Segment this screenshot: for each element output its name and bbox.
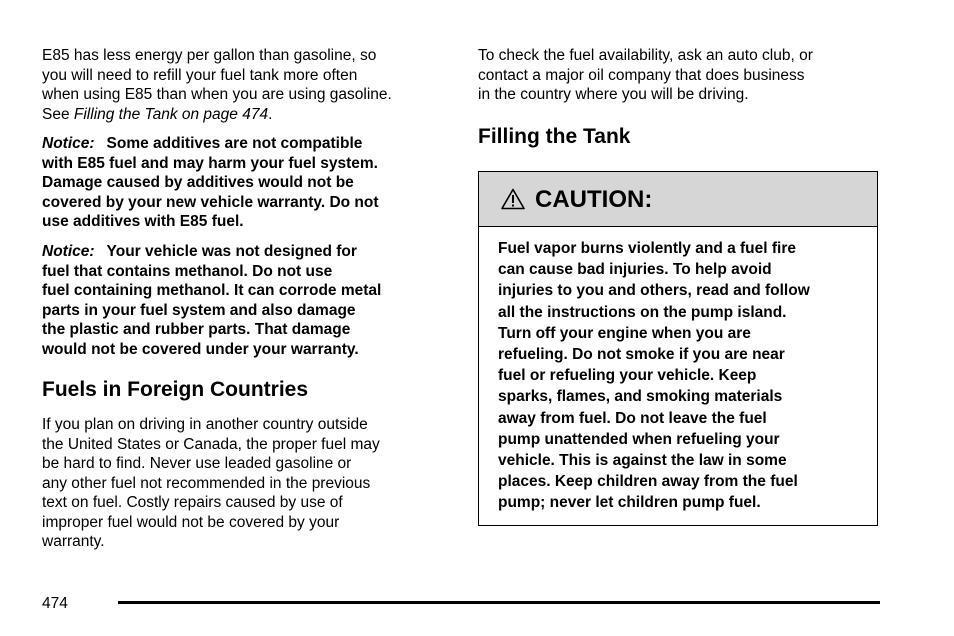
text-line: E85 has less energy per gallon than gasoline, so: [42, 47, 377, 64]
text-line: To check the fuel availability, ask an auto club, or: [478, 47, 813, 64]
notice-text: Some additives are not compatible: [106, 135, 363, 152]
notice-text: Your vehicle was not designed for: [106, 243, 357, 260]
text-line: you will need to refill your fuel tank more often: [42, 66, 358, 84]
text-line: parts in your fuel system and also damage: [42, 301, 356, 319]
e85-energy-paragraph: [42, 46, 392, 124]
text-line: pump unattended when refueling your: [498, 430, 780, 448]
section-heading-foreign-fuels: Fuels in Foreign Countries: [42, 378, 309, 401]
text-line: If you plan on driving in another country outside: [42, 416, 368, 433]
text-line: Damage caused by additives would not be: [42, 174, 354, 191]
notice-label: Notice:: [42, 135, 95, 152]
caution-header: [479, 172, 877, 227]
text-line: injuries to you and others, read and follow: [498, 282, 810, 300]
section-heading-filling-tank: Filling the Tank: [478, 125, 631, 148]
text-line: can cause bad injuries. To help avoid: [498, 261, 772, 279]
text-line: away from fuel. Do not leave the fuel: [498, 409, 767, 427]
caution-text: [498, 238, 810, 514]
notice-label: Notice:: [42, 243, 95, 260]
footer-rule: [118, 601, 880, 604]
notice-first-line: [42, 242, 381, 262]
text-line: use additives with E85 fuel.: [42, 213, 244, 230]
text-line: vehicle. This is against the law in some: [498, 452, 787, 470]
text-line: Fuel vapor burns violently and a fuel fire: [498, 240, 797, 257]
text-line: Turn off your engine when you are: [498, 324, 751, 342]
text-line: text on fuel. Costly repairs caused by use of: [42, 494, 343, 511]
text-line: all the instructions on the pump island.: [498, 303, 787, 321]
notice-methanol: [42, 242, 381, 359]
text-line: sparks, flames, and smoking materials: [498, 388, 783, 406]
page-number: 474: [42, 595, 68, 612]
foreign-fuels-paragraph: [42, 415, 380, 552]
text-line: places. Keep children away from the fuel: [498, 473, 798, 491]
see-reference-line: [42, 105, 392, 125]
text-line: fuel that contains methanol. Do not use: [42, 262, 333, 280]
fuel-availability-paragraph: [478, 46, 813, 105]
text-line: the United States or Canada, the proper fuel may: [42, 435, 380, 453]
text-line: in the country where you will be driving.: [478, 86, 749, 103]
notice-first-line: [42, 134, 379, 154]
text-line: fuel or refueling your vehicle. Keep: [498, 367, 757, 385]
text-line: warranty.: [42, 533, 105, 550]
text-line: with E85 fuel and may harm your fuel system.: [42, 154, 378, 172]
see-prefix: See: [42, 105, 74, 123]
text-line: pump; never let children pump fuel.: [498, 494, 761, 512]
text-line: be hard to find. Never use leaded gasoline or: [42, 455, 352, 472]
text-line: when using E85 than when you are using gasoline.: [42, 86, 392, 103]
text-line: would not be covered under your warranty.: [42, 340, 359, 358]
text-line: covered by your new vehicle warranty. Do not: [42, 193, 379, 211]
text-line: refueling. Do not smoke if you are near: [498, 346, 785, 364]
caution-title: CAUTION:: [535, 186, 653, 213]
text-line: improper fuel would not be covered by your: [42, 513, 340, 531]
notice-additives: [42, 134, 379, 232]
text-line: fuel containing methanol. It can corrode metal: [42, 282, 382, 299]
text-line: the plastic and rubber parts. That damage: [42, 321, 351, 338]
see-suffix: .: [268, 105, 273, 123]
caution-box: [478, 171, 878, 526]
cross-reference: Filling the Tank on page 474: [73, 105, 269, 123]
warning-triangle-icon: [501, 188, 525, 210]
text-line: contact a major oil company that does business: [478, 66, 805, 84]
text-line: any other fuel not recommended in the previous: [42, 474, 371, 492]
